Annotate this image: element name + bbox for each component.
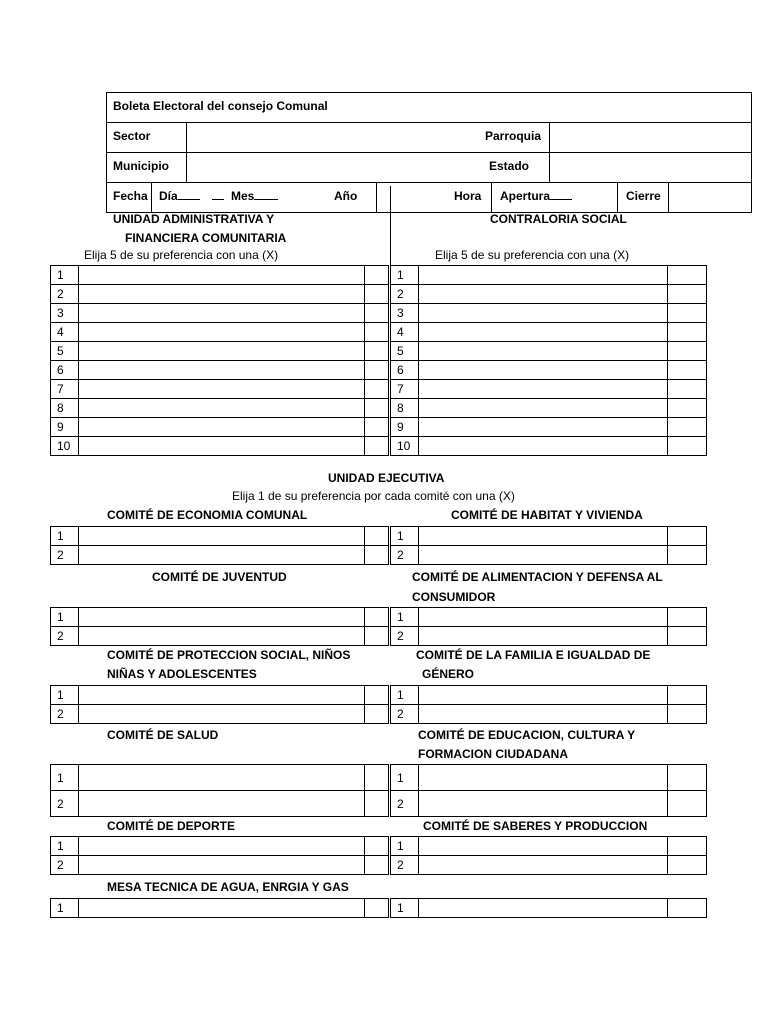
vote-mark-box[interactable] xyxy=(668,361,707,380)
candidate-name-field[interactable] xyxy=(79,380,365,399)
unidad-administrativa-table xyxy=(50,265,389,456)
vote-mark-box[interactable] xyxy=(668,627,707,646)
candidate-name-field[interactable] xyxy=(419,266,668,285)
vote-mark-box[interactable] xyxy=(668,856,707,875)
row-number: 5 xyxy=(51,342,79,361)
comite-familia-table xyxy=(390,685,707,724)
candidate-name-field[interactable] xyxy=(79,627,365,646)
vote-mark-box[interactable] xyxy=(668,437,707,456)
right-instruction: Elija 5 de su preferencia con una (X) xyxy=(435,248,630,262)
candidate-name-field[interactable] xyxy=(419,899,668,918)
left-instruction: Elija 5 de su preferencia con una (X) xyxy=(84,248,279,262)
row-number: 2 xyxy=(51,285,79,304)
candidate-name-field[interactable] xyxy=(419,342,668,361)
ballot-row xyxy=(391,323,707,342)
section-divider xyxy=(390,186,391,265)
ballot-row xyxy=(391,399,707,418)
contraloria-title: CONTRALORIA SOCIAL xyxy=(490,212,627,226)
candidate-name-field[interactable] xyxy=(419,437,668,456)
ballot-row xyxy=(51,627,389,646)
candidate-name-field[interactable] xyxy=(79,304,365,323)
ballot-row xyxy=(391,765,707,791)
comite-habitat-title: COMITÉ DE HABITAT Y VIVIENDA xyxy=(451,508,643,522)
candidate-name-field[interactable] xyxy=(79,837,365,856)
row-number: 1 xyxy=(51,899,79,918)
hora-label: Hora xyxy=(454,189,482,203)
candidate-name-field[interactable] xyxy=(419,380,668,399)
candidate-name-field[interactable] xyxy=(79,791,365,817)
row-number: 4 xyxy=(51,323,79,342)
vote-mark-box[interactable] xyxy=(668,899,707,918)
row-number: 1 xyxy=(391,765,419,791)
candidate-name-field[interactable] xyxy=(79,765,365,791)
candidate-name-field[interactable] xyxy=(419,399,668,418)
vote-mark-box[interactable] xyxy=(668,266,707,285)
executive-instruction: Elija 1 de su preferencia por cada comité con una (X) xyxy=(232,489,515,503)
ballot-row xyxy=(51,323,389,342)
comite-juventud-table xyxy=(50,607,389,646)
comite-alimentacion-table xyxy=(390,607,707,646)
comite-economia-title: COMITÉ DE ECONOMIA COMUNAL xyxy=(107,508,308,522)
candidate-name-field[interactable] xyxy=(419,285,668,304)
candidate-name-field[interactable] xyxy=(79,323,365,342)
parroquia-label: Parroquia xyxy=(485,129,542,143)
ballot-row xyxy=(391,361,707,380)
ballot-row xyxy=(51,546,389,565)
comite-salud-table xyxy=(50,764,389,817)
comite-economia-table xyxy=(50,526,389,565)
row-number: 1 xyxy=(391,266,419,285)
apertura-label: Apertura xyxy=(500,189,572,203)
vote-mark-box[interactable] xyxy=(365,627,389,646)
vote-mark-box[interactable] xyxy=(365,686,389,705)
comite-deporte-table xyxy=(50,836,389,875)
ballot-row xyxy=(51,686,389,705)
ballot-row xyxy=(51,765,389,791)
comite-familia-title: COMITÉ DE LA FAMILIA E IGUALDAD DE xyxy=(416,648,651,662)
ballot-row xyxy=(391,437,707,456)
vote-mark-box[interactable] xyxy=(365,608,389,627)
ballot-row xyxy=(391,266,707,285)
candidate-name-field[interactable] xyxy=(419,546,668,565)
vote-mark-box[interactable] xyxy=(668,765,707,791)
vote-mark-box[interactable] xyxy=(365,705,389,724)
row-number: 2 xyxy=(391,856,419,875)
vote-mark-box[interactable] xyxy=(365,791,389,817)
comite-saberes-title: COMITÉ DE SABERES Y PRODUCCION xyxy=(423,819,648,833)
row-number: 6 xyxy=(51,361,79,380)
ballot-row xyxy=(51,266,389,285)
candidate-name-field[interactable] xyxy=(419,527,668,546)
candidate-name-field[interactable] xyxy=(79,399,365,418)
vote-mark-box[interactable] xyxy=(365,546,389,565)
row-number: 3 xyxy=(391,304,419,323)
estado-label: Estado xyxy=(489,159,530,173)
ballot-row xyxy=(51,791,389,817)
header-fecha-row xyxy=(107,182,751,212)
row-number: 1 xyxy=(391,527,419,546)
row-number: 8 xyxy=(391,399,419,418)
candidate-name-field[interactable] xyxy=(79,899,365,918)
vote-mark-box[interactable] xyxy=(668,399,707,418)
row-number: 5 xyxy=(391,342,419,361)
ballot-row xyxy=(391,342,707,361)
ballot-row xyxy=(51,380,389,399)
candidate-name-field[interactable] xyxy=(419,323,668,342)
vote-mark-box[interactable] xyxy=(668,837,707,856)
vote-mark-box[interactable] xyxy=(365,837,389,856)
cierre-label: Cierre xyxy=(626,189,661,203)
row-number: 6 xyxy=(391,361,419,380)
row-number: 1 xyxy=(51,686,79,705)
row-number: 2 xyxy=(391,791,419,817)
row-number: 9 xyxy=(51,418,79,437)
ballot-row xyxy=(391,304,707,323)
candidate-name-field[interactable] xyxy=(79,546,365,565)
vote-mark-box[interactable] xyxy=(365,304,389,323)
comite-salud-title: COMITÉ DE SALUD xyxy=(107,728,219,742)
candidate-name-field[interactable] xyxy=(419,418,668,437)
candidate-name-field[interactable] xyxy=(419,608,668,627)
vote-mark-box[interactable] xyxy=(365,323,389,342)
ballot-row xyxy=(391,837,707,856)
row-number: 4 xyxy=(391,323,419,342)
candidate-name-field[interactable] xyxy=(79,342,365,361)
header-municipio-row xyxy=(107,152,751,182)
comite-alimentacion-title-2: CONSUMIDOR xyxy=(412,590,496,604)
candidate-name-field[interactable] xyxy=(419,856,668,875)
comite-familia-title-2: GÉNERO xyxy=(422,667,475,681)
row-number: 2 xyxy=(391,627,419,646)
ballot-row xyxy=(51,361,389,380)
vote-mark-box[interactable] xyxy=(365,266,389,285)
row-number: 1 xyxy=(51,527,79,546)
row-number: 2 xyxy=(51,705,79,724)
ballot-row xyxy=(51,527,389,546)
row-number: 8 xyxy=(51,399,79,418)
candidate-name-field[interactable] xyxy=(419,686,668,705)
ballot-row xyxy=(391,899,707,918)
candidate-name-field[interactable] xyxy=(419,705,668,724)
vote-mark-box[interactable] xyxy=(365,342,389,361)
vote-mark-box[interactable] xyxy=(668,342,707,361)
sector-label: Sector xyxy=(113,129,151,143)
comite-habitat-table xyxy=(390,526,707,565)
vote-mark-box[interactable] xyxy=(668,705,707,724)
candidate-name-field[interactable] xyxy=(79,285,365,304)
unidad-administrativa-title-2: FINANCIERA COMUNITARIA xyxy=(125,231,287,245)
unidad-administrativa-title: UNIDAD ADMINISTRATIVA Y xyxy=(113,212,275,226)
candidate-name-field[interactable] xyxy=(419,361,668,380)
row-number: 1 xyxy=(51,266,79,285)
ballot-row xyxy=(391,285,707,304)
row-number: 2 xyxy=(51,627,79,646)
vote-mark-box[interactable] xyxy=(668,418,707,437)
ballot-row xyxy=(51,608,389,627)
vote-mark-box[interactable] xyxy=(365,437,389,456)
row-number: 2 xyxy=(51,856,79,875)
row-number: 2 xyxy=(391,705,419,724)
row-number: 2 xyxy=(51,791,79,817)
vote-mark-box[interactable] xyxy=(668,285,707,304)
row-number: 3 xyxy=(51,304,79,323)
row-number: 1 xyxy=(51,765,79,791)
mes-label: Mes xyxy=(231,189,278,203)
candidate-name-field[interactable] xyxy=(79,437,365,456)
candidate-name-field[interactable] xyxy=(79,705,365,724)
mesa-tecnica-table xyxy=(50,898,389,918)
vote-mark-box[interactable] xyxy=(668,323,707,342)
comite-educacion-title: COMITÉ DE EDUCACION, CULTURA Y xyxy=(418,728,636,742)
ballot-row xyxy=(51,399,389,418)
mesa-tecnica-table-right xyxy=(390,898,707,918)
comite-proteccion-title-2: NIÑAS Y ADOLESCENTES xyxy=(107,667,257,681)
row-number: 1 xyxy=(391,899,419,918)
comite-educacion-title-2: FORMACION CIUDADANA xyxy=(418,747,568,761)
candidate-name-field[interactable] xyxy=(419,765,668,791)
ballot-row xyxy=(391,527,707,546)
ballot-row xyxy=(51,856,389,875)
row-number: 9 xyxy=(391,418,419,437)
vote-mark-box[interactable] xyxy=(365,418,389,437)
ballot-row xyxy=(391,856,707,875)
ballot-row xyxy=(391,705,707,724)
candidate-name-field[interactable] xyxy=(419,304,668,323)
vote-mark-box[interactable] xyxy=(365,899,389,918)
contraloria-table xyxy=(390,265,707,456)
candidate-name-field[interactable] xyxy=(79,361,365,380)
municipio-label: Municipio xyxy=(113,159,169,173)
ballot-row xyxy=(51,437,389,456)
vote-mark-box[interactable] xyxy=(365,361,389,380)
row-number: 10 xyxy=(391,437,419,456)
comite-educacion-table xyxy=(390,764,707,817)
ballot-title: Boleta Electoral del consejo Comunal xyxy=(113,99,328,113)
vote-mark-box[interactable] xyxy=(365,285,389,304)
ballot-row xyxy=(51,285,389,304)
comite-proteccion-title: COMITÉ DE PROTECCION SOCIAL, NIÑOS xyxy=(107,648,351,662)
unidad-ejecutiva-title: UNIDAD EJECUTIVA xyxy=(328,471,445,485)
row-number: 7 xyxy=(51,380,79,399)
vote-mark-box[interactable] xyxy=(365,856,389,875)
row-number: 7 xyxy=(391,380,419,399)
comite-alimentacion-title: COMITÉ DE ALIMENTACION Y DEFENSA AL xyxy=(412,570,663,584)
ballot-row xyxy=(51,899,389,918)
candidate-name-field[interactable] xyxy=(79,686,365,705)
fecha-label: Fecha xyxy=(113,189,148,203)
ballot-row xyxy=(391,380,707,399)
ballot-row xyxy=(51,705,389,724)
candidate-name-field[interactable] xyxy=(79,608,365,627)
vote-mark-box[interactable] xyxy=(668,380,707,399)
ballot-row xyxy=(51,837,389,856)
candidate-name-field[interactable] xyxy=(419,837,668,856)
vote-mark-box[interactable] xyxy=(365,380,389,399)
ballot-row xyxy=(51,342,389,361)
candidate-name-field[interactable] xyxy=(79,418,365,437)
vote-mark-box[interactable] xyxy=(668,546,707,565)
ballot-row xyxy=(391,686,707,705)
candidate-name-field[interactable] xyxy=(419,627,668,646)
row-number: 1 xyxy=(391,837,419,856)
candidate-name-field[interactable] xyxy=(79,527,365,546)
vote-mark-box[interactable] xyxy=(668,686,707,705)
comite-saberes-table xyxy=(390,836,707,875)
header-sector-row xyxy=(107,122,751,152)
header-title-row xyxy=(107,93,751,122)
row-number: 1 xyxy=(51,837,79,856)
candidate-name-field[interactable] xyxy=(419,791,668,817)
ballot-header xyxy=(106,92,752,213)
vote-mark-box[interactable] xyxy=(668,527,707,546)
vote-mark-box[interactable] xyxy=(365,765,389,791)
anio-label: Año xyxy=(334,189,358,203)
dia-label: Día xyxy=(159,189,224,203)
comite-juventud-title: COMITÉ DE JUVENTUD xyxy=(152,570,287,584)
row-number: 2 xyxy=(391,546,419,565)
candidate-name-field[interactable] xyxy=(79,856,365,875)
row-number: 1 xyxy=(391,608,419,627)
vote-mark-box[interactable] xyxy=(668,791,707,817)
ballot-row xyxy=(51,304,389,323)
vote-mark-box[interactable] xyxy=(365,527,389,546)
ballot-row xyxy=(391,418,707,437)
ballot-row xyxy=(391,608,707,627)
vote-mark-box[interactable] xyxy=(668,608,707,627)
row-number: 1 xyxy=(51,608,79,627)
row-number: 10 xyxy=(51,437,79,456)
vote-mark-box[interactable] xyxy=(365,399,389,418)
row-number: 1 xyxy=(391,686,419,705)
ballot-row xyxy=(391,627,707,646)
ballot-row xyxy=(391,791,707,817)
comite-proteccion-table xyxy=(50,685,389,724)
ballot-row xyxy=(391,546,707,565)
vote-mark-box[interactable] xyxy=(668,304,707,323)
ballot-row xyxy=(51,418,389,437)
comite-deporte-title: COMITÉ DE DEPORTE xyxy=(107,819,236,833)
row-number: 2 xyxy=(391,285,419,304)
candidate-name-field[interactable] xyxy=(79,266,365,285)
row-number: 2 xyxy=(51,546,79,565)
mesa-tecnica-title: MESA TECNICA DE AGUA, ENRGIA Y GAS xyxy=(107,880,349,894)
